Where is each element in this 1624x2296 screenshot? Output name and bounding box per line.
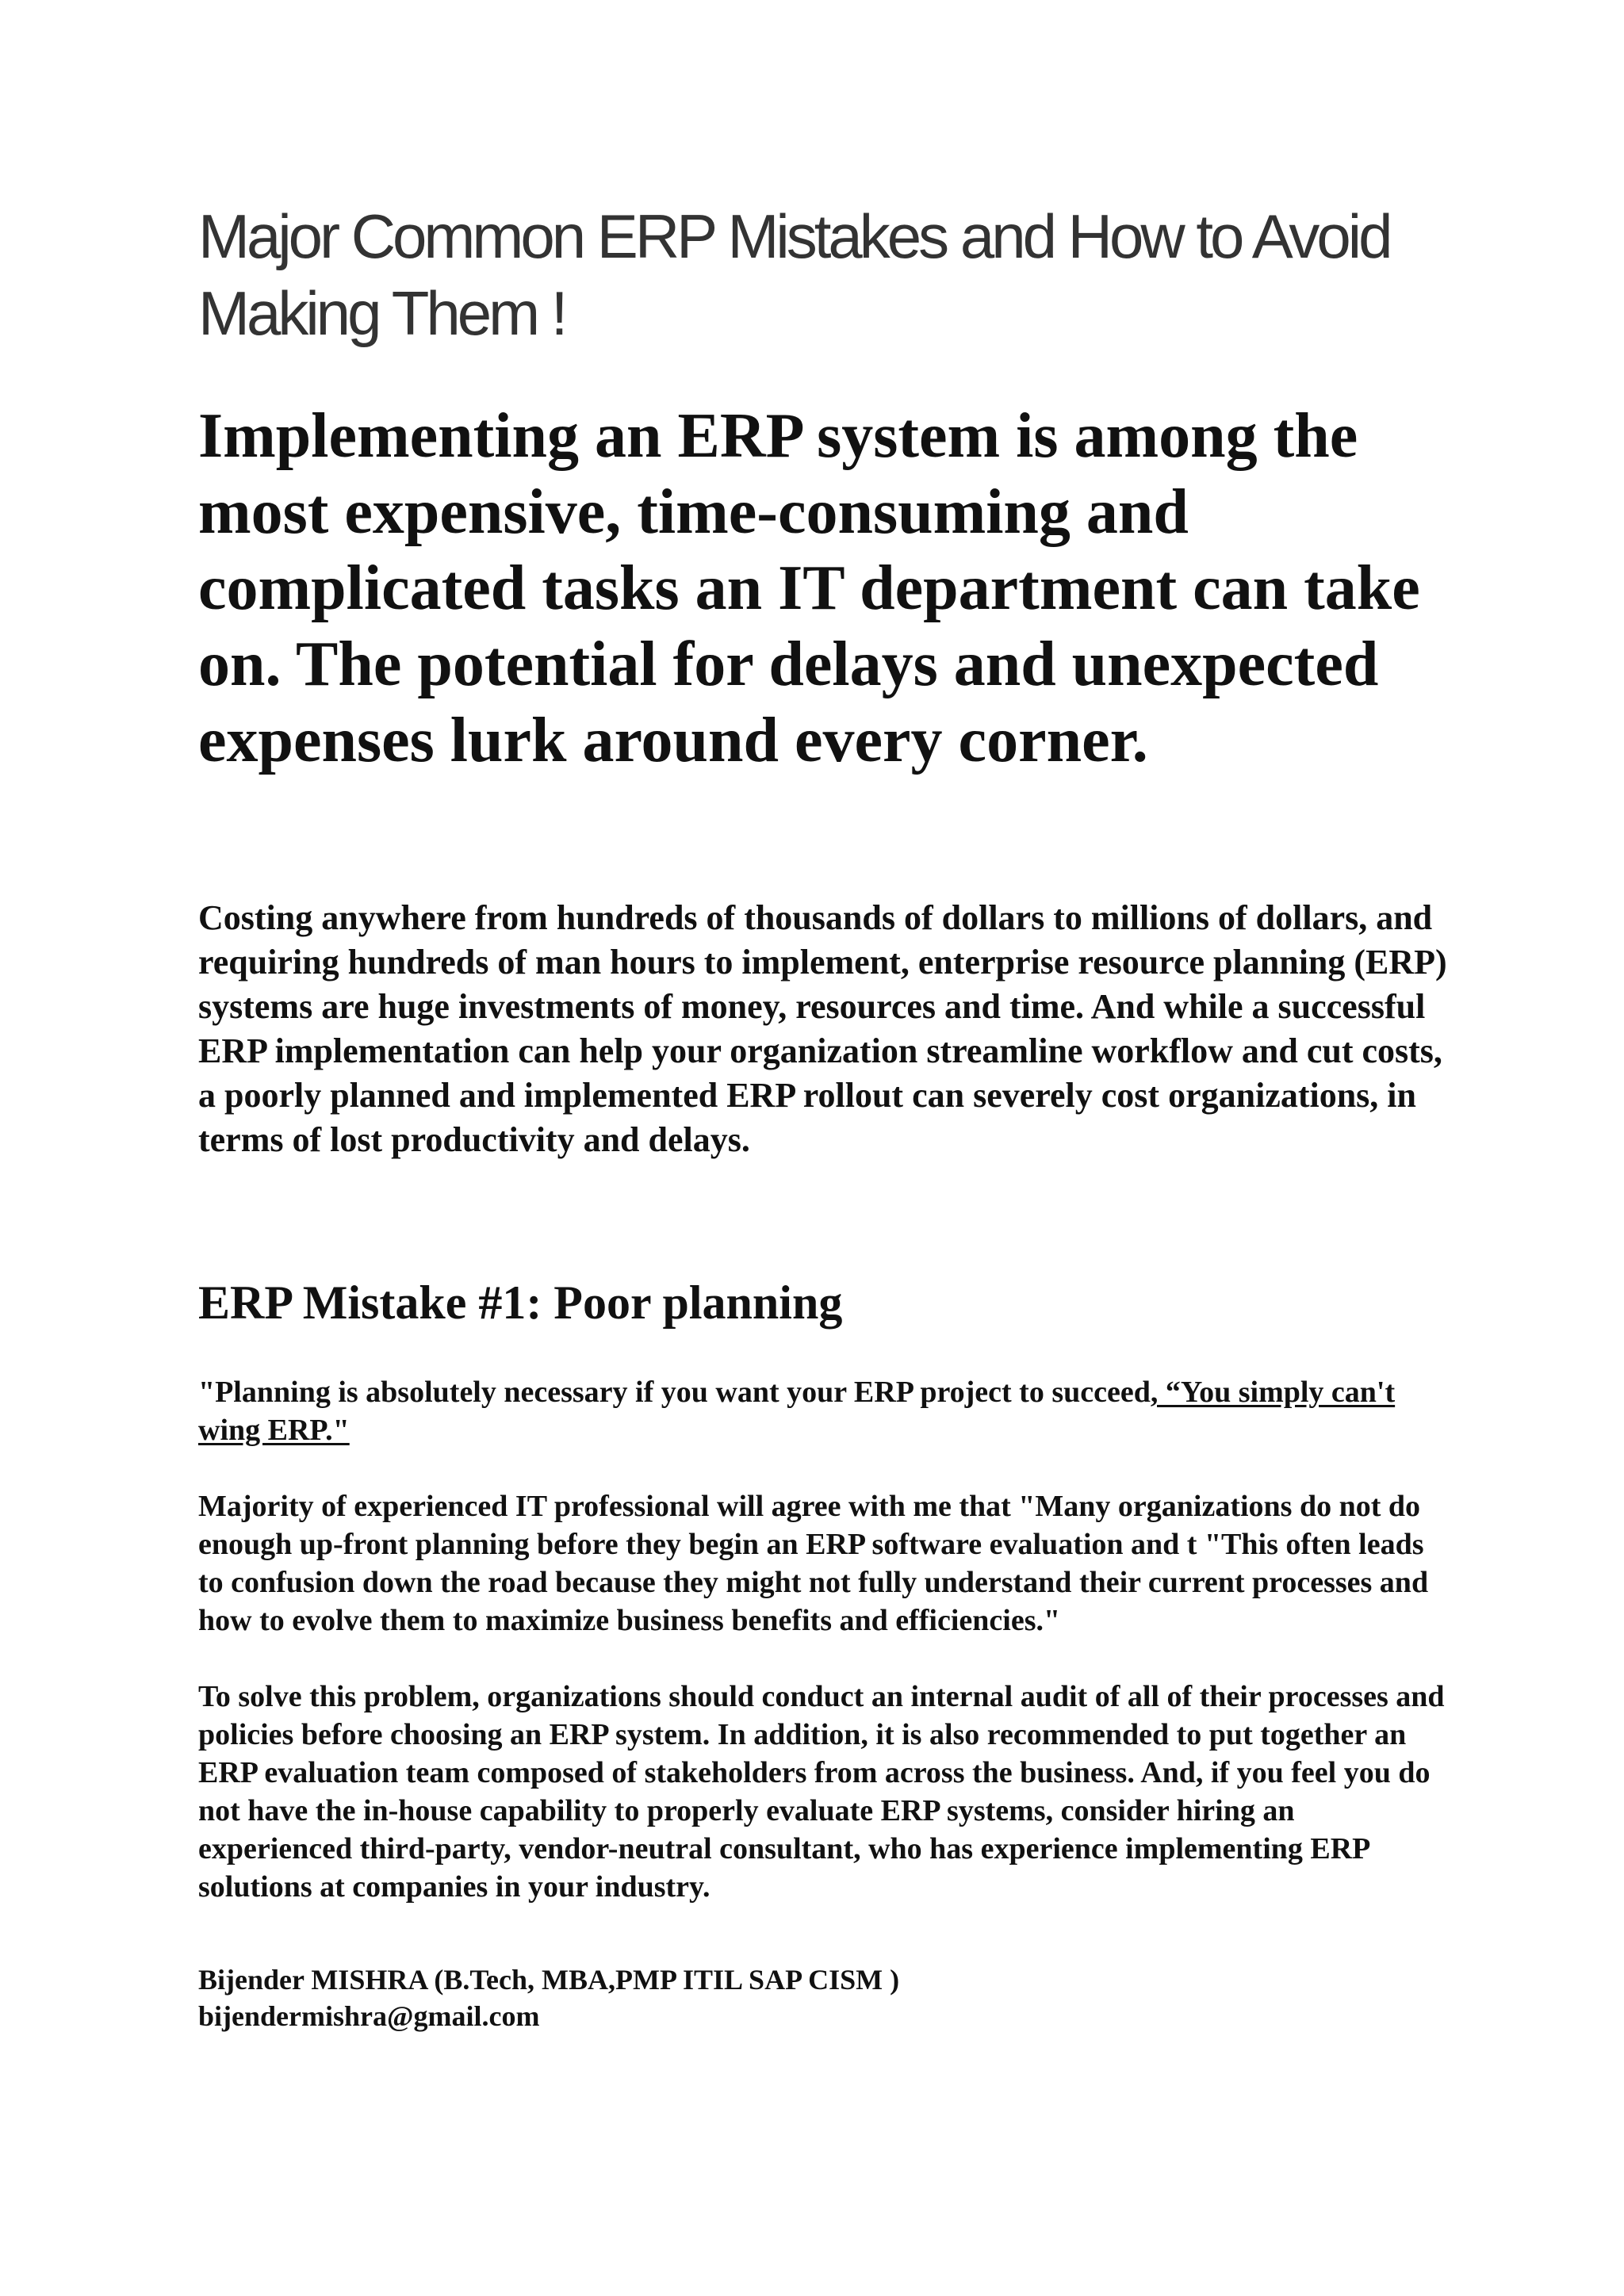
lead-paragraph: Implementing an ERP system is among the most expensive, time-consuming and complicated tasks an IT department can take on. The potential for delays and unexpected expenses lurk around every corner. bbox=[198, 401, 1420, 775]
intro-paragraph: Costing anywhere from hundreds of thousands of dollars to millions of dollars, and requiring hundreds of man hours to implement, enterprise resource planning (ERP) systems are huge investments of money, resources and time. And while a successful ERP implementation can help your organization streamline workflow and cut costs, a poorly planned and implemented ERP rollout can severely cost organizations, in terms of lost productivity and delays. bbox=[198, 898, 1447, 1159]
author-name: Bijender MISHRA (B.Tech, MBA,PMP ITIL SAP CISM ) bbox=[198, 1964, 900, 1996]
planning-quote bbox=[198, 1373, 1451, 1449]
document-page bbox=[198, 198, 1451, 2034]
quote-underlined-text: , “You simply can't wing ERP." bbox=[198, 1376, 1396, 1447]
body-paragraph-1: Majority of experienced IT professional will agree with me that "Many organizations do not do enough up-front planning before they begin an ERP software evaluation and t "This often leads to confusion down the road because they might not fully understand their current processes and how to evolve them to maximize business benefits and efficiencies." bbox=[198, 1490, 1429, 1637]
section-heading: ERP Mistake #1: Poor planning bbox=[198, 1276, 843, 1329]
body-paragraph-2: To solve this problem, organizations should conduct an internal audit of all of their processes and policies before choosing an ERP system. In addition, it is also recommended to put together an ERP evaluation team composed of stakeholders from across the business. And, if you feel you do not have the in-house capability to properly evaluate ERP systems, consider hiring an experienced third-party, vendor-neutral consultant, who has experience implementing ERP solutions at companies in your industry. bbox=[198, 1680, 1445, 1904]
quote-text: "Planning is absolutely necessary if you want your ERP project to succeed bbox=[198, 1376, 1151, 1409]
author-signature bbox=[198, 1961, 1451, 2034]
document-title: Major Common ERP Mistakes and How to Avoid Making Them ! bbox=[198, 201, 1390, 348]
author-email: bijendermishra@gmail.com bbox=[198, 2000, 540, 2032]
